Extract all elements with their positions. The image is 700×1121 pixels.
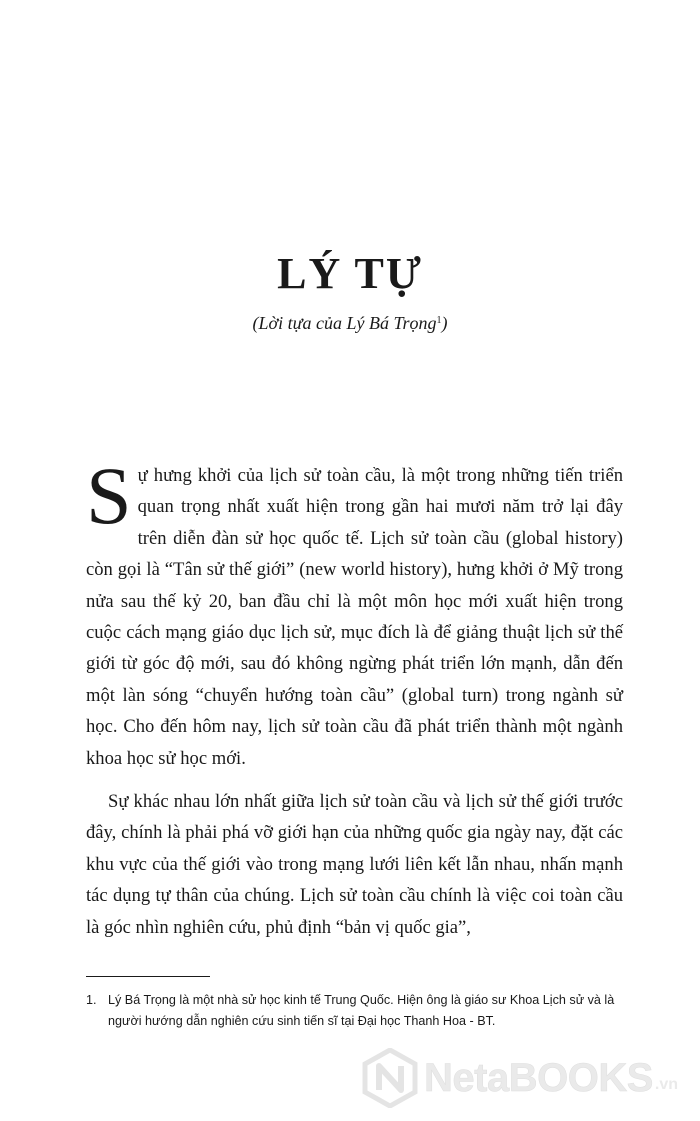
footnote-ref[interactable]: 1 xyxy=(436,315,442,326)
subtitle-close: ) xyxy=(441,313,448,333)
body-text xyxy=(86,450,623,943)
paragraph-1-text: ự hưng khởi của lịch sử toàn cầu, là một trong những tiến triển quan trọng nhất xuất hiện trong gần hai mươi năm trở lại đây trên diễn đàn sử học quốc tế. Lịch sử toàn cầu (global history) còn gọi là “Tân sử thế giới” (new world history), hưng khởi ở Mỹ trong nửa sau thế kỷ 20, ban đầu chỉ là một môn học mới xuất hiện trong cuộc cách mạng giáo dục lịch sử, mục đích là để giảng thuật lịch sử thế giới từ góc độ mới, sau đó không ngừng phát triển lớn mạnh, dẫn đến một làn sóng “chuyển hướng toàn cầu” (global turn) trong ngành sử học. Cho đến hôm nay, lịch sử toàn cầu đã phát triển thành một ngành khoa học sử học mới. xyxy=(86,465,623,769)
chapter-subtitle xyxy=(0,313,700,334)
watermark-brand: NetaBOOKS xyxy=(424,1055,653,1100)
footnote-divider xyxy=(86,976,210,977)
paragraph-2: Sự khác nhau lớn nhất giữa lịch sử toàn cầu và lịch sử thế giới trước đây, chính là phải phá vỡ giới hạn của những quốc gia ngày nay, đặt các khu vực của thế giới vào trong mạng lưới liên kết lẫn nhau, nhấn mạnh tác dụng tự thân của chúng. Lịch sử toàn cầu chính là việc coi toàn cầu là góc nhìn nghiên cứu, phủ định “bản vị quốc gia”, xyxy=(86,791,623,938)
paragraph-1 xyxy=(86,450,623,774)
footnote-text: Lý Bá Trọng là một nhà sử học kinh tế Trung Quốc. Hiện ông là giáo sư Khoa Lịch sử và là người hướng dẫn nghiên cứu sinh tiến sĩ tại Đại học Thanh Hoa - BT. xyxy=(108,993,615,1028)
drop-cap: S xyxy=(86,450,132,541)
netabooks-logo-icon xyxy=(362,1048,418,1108)
footnote xyxy=(86,990,631,1032)
subtitle-text: (Lời tựa của Lý Bá Trọng xyxy=(252,313,437,333)
watermark-suffix: .vn xyxy=(654,1076,679,1093)
footnote-number: 1. xyxy=(86,993,97,1007)
watermark xyxy=(362,1048,678,1108)
chapter-title: LÝ TỰ xyxy=(277,249,423,298)
